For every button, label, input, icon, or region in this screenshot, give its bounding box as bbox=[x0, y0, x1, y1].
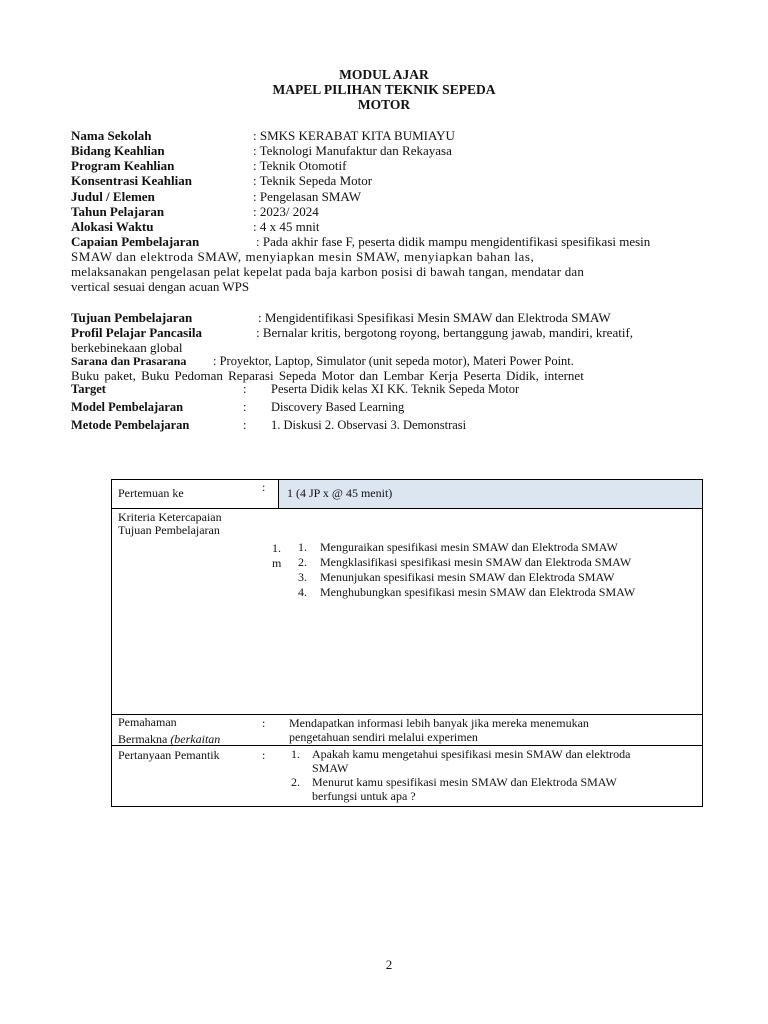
info-value: : 2023/ 2024 bbox=[253, 204, 319, 219]
info-value: : Teknologi Manufaktur dan Rekayasa bbox=[253, 143, 452, 158]
profil-line2: berkebinekaan global bbox=[71, 340, 183, 355]
info-label: Tahun Pelajaran bbox=[71, 204, 165, 219]
sarana-value: : Proyektor, Laptop, Simulator (unit sepeda motor), Materi Power Point. bbox=[213, 354, 574, 368]
metode-colon: : bbox=[243, 418, 247, 432]
capaian-line1: : Pada akhir fase F, peserta didik mampu mengidentifikasi spesifikasi mesin bbox=[256, 234, 651, 249]
info-label: Program Keahlian bbox=[71, 158, 175, 173]
table-border bbox=[111, 479, 112, 807]
table-border bbox=[111, 479, 703, 480]
info-value: : SMKS KERABAT KITA BUMIAYU bbox=[253, 128, 455, 143]
pertemuan-value: 1 (4 JP x @ 45 menit) bbox=[287, 486, 393, 500]
info-value: : Teknik Otomotif bbox=[253, 158, 347, 173]
pemahaman-value-line2: pengetahuan sendiri melalui experimen bbox=[289, 730, 478, 744]
capaian-line3: melaksanakan pengelasan pelat kepelat pada baja karbon posisi di bawah tangan, mendatar dan bbox=[71, 264, 585, 279]
pertanyaan-colon: : bbox=[262, 748, 266, 762]
table-border bbox=[278, 479, 279, 509]
list-marker: m bbox=[272, 556, 282, 570]
info-label: Konsentrasi Keahlian bbox=[71, 173, 192, 188]
metode-label: Metode Pembelajaran bbox=[71, 418, 190, 432]
model-colon: : bbox=[243, 400, 247, 414]
table-border bbox=[111, 508, 703, 509]
kriteria-label-line1: Kriteria Ketercapaian bbox=[118, 510, 222, 524]
sarana-line2: Buku paket, Buku Pedoman Reparasi Sepeda Motor dan Lembar Kerja Peserta Didik, internet bbox=[71, 368, 584, 383]
pemahaman-value-line1: Mendapatkan informasi lebih banyak jika mereka menemukan bbox=[289, 716, 589, 730]
metode-value: 1. Diskusi 2. Observasi 3. Demonstrasi bbox=[271, 418, 467, 432]
target-colon: : bbox=[243, 382, 247, 396]
pertemuan-label: Pertemuan ke bbox=[118, 486, 184, 500]
model-label: Model Pembelajaran bbox=[71, 400, 184, 414]
info-label: Alokasi Waktu bbox=[71, 219, 154, 234]
model-value: Discovery Based Learning bbox=[271, 400, 405, 414]
page-number: 2 bbox=[385, 957, 393, 972]
capaian-line2: SMAW dan elektroda SMAW, menyiapkan mesin SMAW, menyiapkan bahan las, bbox=[71, 249, 535, 264]
table-border bbox=[111, 806, 703, 807]
kriteria-label-line2: Tujuan Pembelajaran bbox=[118, 523, 220, 537]
info-label: Judul / Elemen bbox=[71, 189, 155, 204]
info-label: Bidang Keahlian bbox=[71, 143, 165, 158]
info-value: : 4 x 45 mnit bbox=[253, 219, 320, 234]
capaian-label: Capaian Pembelajaran bbox=[71, 234, 200, 249]
profil-value: : Bernalar kritis, bergotong royong, bertanggung jawab, mandiri, kreatif, bbox=[256, 325, 634, 340]
table-border bbox=[702, 479, 703, 807]
sarana-label: Sarana dan Prasarana bbox=[71, 354, 187, 368]
profil-label: Profil Pelajar Pancasila bbox=[71, 325, 202, 340]
tujuan-label: Tujuan Pembelajaran bbox=[71, 310, 193, 325]
pertanyaan-label: Pertanyaan Pemantik bbox=[118, 748, 220, 762]
table-border bbox=[111, 714, 703, 715]
capaian-line4: vertical sesuai dengan acuan WPS bbox=[71, 279, 250, 294]
pertemuan-colon: : bbox=[262, 480, 266, 494]
info-value: : Teknik Sepeda Motor bbox=[253, 173, 373, 188]
document-subtitle-cont: MOTOR bbox=[357, 97, 411, 112]
pemahaman-label-line1: Pemahaman bbox=[118, 715, 177, 729]
document-title: MODUL AJAR bbox=[339, 67, 429, 82]
pemahaman-label-line2: Bermakna (berkaitan bbox=[118, 732, 221, 746]
list-marker: 1. bbox=[272, 541, 281, 555]
pemahaman-colon: : bbox=[262, 716, 266, 730]
document-subtitle: MAPEL PILIHAN TEKNIK SEPEDA bbox=[272, 82, 496, 97]
info-label: Nama Sekolah bbox=[71, 128, 152, 143]
info-value: : Pengelasan SMAW bbox=[253, 189, 361, 204]
target-label: Target bbox=[71, 382, 106, 396]
target-value: Peserta Didik kelas XI KK. Teknik Sepeda Motor bbox=[271, 382, 520, 396]
tujuan-value: : Mengidentifikasi Spesifikasi Mesin SMAW dan Elektroda SMAW bbox=[258, 310, 611, 325]
